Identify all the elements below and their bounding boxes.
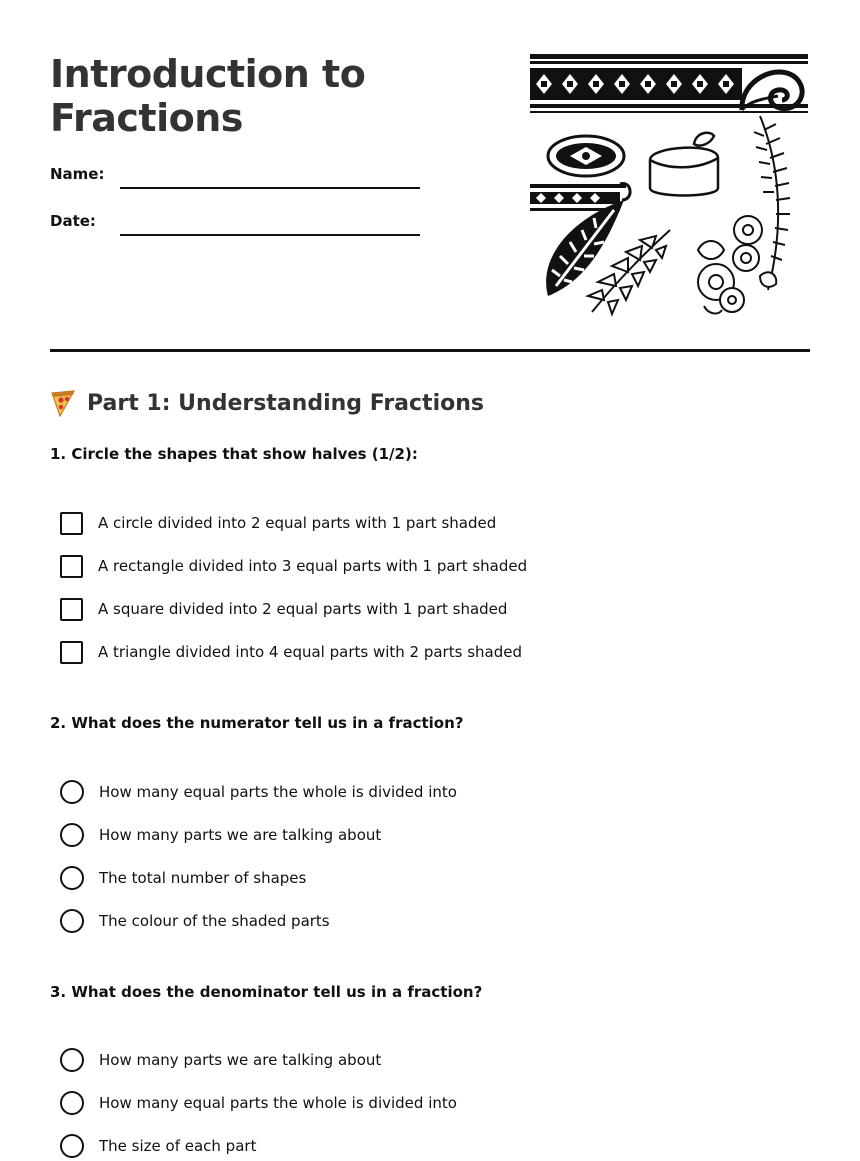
header-divider [50, 349, 810, 352]
oval-shield-icon [548, 136, 624, 176]
cake-icon [650, 133, 718, 196]
radio-button[interactable] [60, 823, 84, 847]
name-field[interactable] [120, 187, 420, 189]
radio-button[interactable] [60, 780, 84, 804]
checkbox[interactable] [60, 512, 83, 535]
date-label: Date: [50, 212, 96, 230]
option-label: How many parts we are talking about [99, 1051, 382, 1069]
option-label: How many equal parts the whole is divided into [99, 783, 457, 801]
option-label: A circle divided into 2 equal parts with 1 part shaded [98, 514, 497, 532]
question-3: 3. What does the denominator tell us in a fraction? [50, 983, 483, 1001]
flower-cluster-icon [698, 216, 776, 313]
koru-spiral-icon [742, 72, 802, 110]
section-heading [50, 386, 484, 420]
radio-button[interactable] [60, 1091, 84, 1115]
question-1: 1. Circle the shapes that show halves (1/2): [50, 445, 418, 463]
section-heading-text: Part 1: Understanding Fractions [87, 390, 484, 416]
pizza-icon [50, 389, 76, 417]
option-1-d[interactable] [60, 640, 522, 664]
date-field[interactable] [120, 234, 420, 236]
option-3-b[interactable] [60, 1091, 457, 1115]
option-label: A triangle divided into 4 equal parts with 2 parts shaded [98, 643, 522, 661]
option-label: The colour of the shaded parts [99, 912, 330, 930]
pattern-band-icon [530, 54, 808, 113]
option-label: A rectangle divided into 3 equal parts with 1 part shaded [98, 557, 528, 575]
option-2-d[interactable] [60, 909, 330, 933]
option-1-a[interactable] [60, 511, 496, 535]
option-2-a[interactable] [60, 780, 457, 804]
option-label: How many equal parts the whole is divided into [99, 1094, 457, 1112]
option-1-b[interactable] [60, 554, 527, 578]
option-label: A square divided into 2 equal parts with 1 part shaded [98, 600, 508, 618]
radio-button[interactable] [60, 1134, 84, 1158]
option-3-a[interactable] [60, 1048, 381, 1072]
option-2-c[interactable] [60, 866, 306, 890]
option-3-c[interactable] [60, 1134, 256, 1158]
option-label: The size of each part [99, 1137, 257, 1155]
option-label: How many parts we are talking about [99, 826, 382, 844]
question-2: 2. What does the numerator tell us in a fraction? [50, 714, 464, 732]
decorative-pattern-illustration [528, 50, 812, 318]
page-title: Introduction to Fractions [50, 52, 366, 140]
checkbox[interactable] [60, 598, 83, 621]
option-2-b[interactable] [60, 823, 381, 847]
fern-frond-icon [754, 116, 790, 290]
checkbox[interactable] [60, 641, 83, 664]
name-label: Name: [50, 165, 105, 183]
option-1-c[interactable] [60, 597, 507, 621]
option-label: The total number of shapes [99, 869, 307, 887]
radio-button[interactable] [60, 1048, 84, 1072]
radio-button[interactable] [60, 909, 84, 933]
radio-button[interactable] [60, 866, 84, 890]
checkbox[interactable] [60, 555, 83, 578]
